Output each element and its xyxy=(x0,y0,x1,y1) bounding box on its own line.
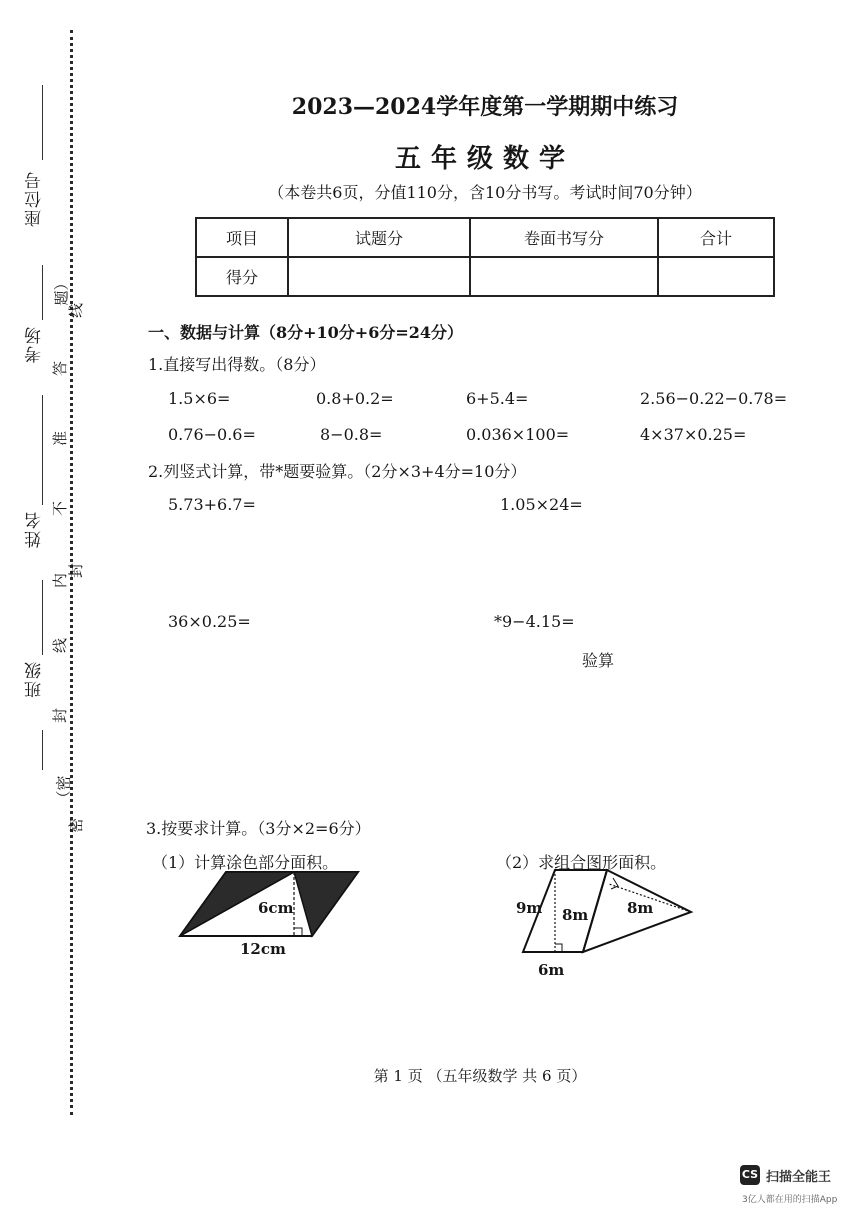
room-underline xyxy=(42,265,43,320)
camscanner-tagline: 3亿人都在用的扫描App xyxy=(742,1195,838,1205)
exam-title: 2023—2024学年度第一学期期中练习 xyxy=(291,94,679,120)
table-row-label: 得分 xyxy=(196,257,288,296)
q2-expr: *9−4.15= xyxy=(494,612,575,631)
name-underline xyxy=(42,395,43,505)
q2-title: 2.列竖式计算，带*题要验算。（2分×3+4分=10分） xyxy=(148,462,527,481)
score-cell-questions[interactable] xyxy=(288,257,470,296)
seal-note-open: （密 xyxy=(54,775,73,806)
figure2-side-label: 9m xyxy=(516,899,543,917)
camscanner-logo-icon: CS xyxy=(740,1165,760,1185)
q3-part2-label: （2）求组合图形面积。 xyxy=(496,853,667,872)
score-cell-total[interactable] xyxy=(658,257,774,296)
table-header-cell: 试题分 xyxy=(288,218,470,257)
camscanner-name: 扫描全能王 xyxy=(766,1170,832,1185)
seal-note-close: 题） xyxy=(52,275,71,306)
figure1-base-label: 12cm xyxy=(240,940,286,958)
right-angle-mark xyxy=(611,878,618,889)
figure2-tri-height-label: 8m xyxy=(627,899,654,917)
q3-part1-label: （1）计算涂色部分面积。 xyxy=(152,853,339,872)
q1-title: 1.直接写出得数。（8分） xyxy=(148,355,326,374)
exam-note: （本卷共6页，分值110分，含10分书写。考试时间70分钟） xyxy=(268,183,702,202)
class-label: 班级 xyxy=(25,660,45,698)
exam-subtitle: 五年级数学 xyxy=(394,144,575,174)
q2-expr: 36×0.25= xyxy=(168,612,251,631)
composite-figure xyxy=(515,866,705,966)
marker-feng: 封 xyxy=(67,562,86,579)
table-header-cell: 卷面书写分 xyxy=(470,218,658,257)
name-label: 姓名 xyxy=(25,510,45,548)
right-angle-mark xyxy=(555,944,562,952)
seal-note-char: 答 xyxy=(51,360,70,377)
q1-expr: 6+5.4= xyxy=(466,389,529,408)
q3-title: 3.按要求计算。（3分×2=6分） xyxy=(146,819,371,838)
q1-expr: 0.76−0.6= xyxy=(168,425,256,444)
score-table-header-row xyxy=(196,218,774,257)
seal-note-char: 不 xyxy=(51,500,70,517)
page-footer: 第 1 页 （五年级数学 共 6 页） xyxy=(373,1067,587,1085)
seal-note-char: 封 xyxy=(51,707,70,724)
score-table-row xyxy=(196,257,774,296)
bottom-underline xyxy=(42,730,43,770)
q1-expr: 0.8+0.2= xyxy=(316,389,394,408)
room-label: 考场 xyxy=(25,325,45,363)
q1-expr: 4×37×0.25= xyxy=(640,425,747,444)
q2-expr: 1.05×24= xyxy=(500,495,583,514)
section1-title: 一、数据与计算（8分+10分+6分=24分） xyxy=(148,323,464,342)
shaded-right-triangle xyxy=(294,872,358,936)
q1-expr: 8−0.8= xyxy=(320,425,383,444)
table-header-cell: 合计 xyxy=(658,218,774,257)
seal-note-char: 内 xyxy=(51,572,70,589)
class-underline xyxy=(42,580,43,655)
right-angle-mark xyxy=(294,928,302,936)
figure1-height-label: 6cm xyxy=(258,899,294,917)
marker-xian: 线 xyxy=(67,302,86,319)
table-header-cell: 项目 xyxy=(196,218,288,257)
score-cell-writing[interactable] xyxy=(470,257,658,296)
seal-note-char: 准 xyxy=(51,430,70,447)
seat-label: 座位号 xyxy=(25,170,45,227)
seal-note-char: 线 xyxy=(51,637,70,654)
marker-mi: 密 xyxy=(67,817,86,834)
figure2-height-label: 8m xyxy=(562,906,589,924)
q2-expr: 5.73+6.7= xyxy=(168,495,256,514)
figure2-base-label: 6m xyxy=(538,961,565,979)
q1-expr: 1.5×6= xyxy=(168,389,231,408)
score-table xyxy=(195,217,775,297)
q1-expr: 2.56−0.22−0.78= xyxy=(640,389,788,408)
check-label: 验算 xyxy=(582,651,615,670)
q1-expr: 0.036×100= xyxy=(466,425,570,444)
